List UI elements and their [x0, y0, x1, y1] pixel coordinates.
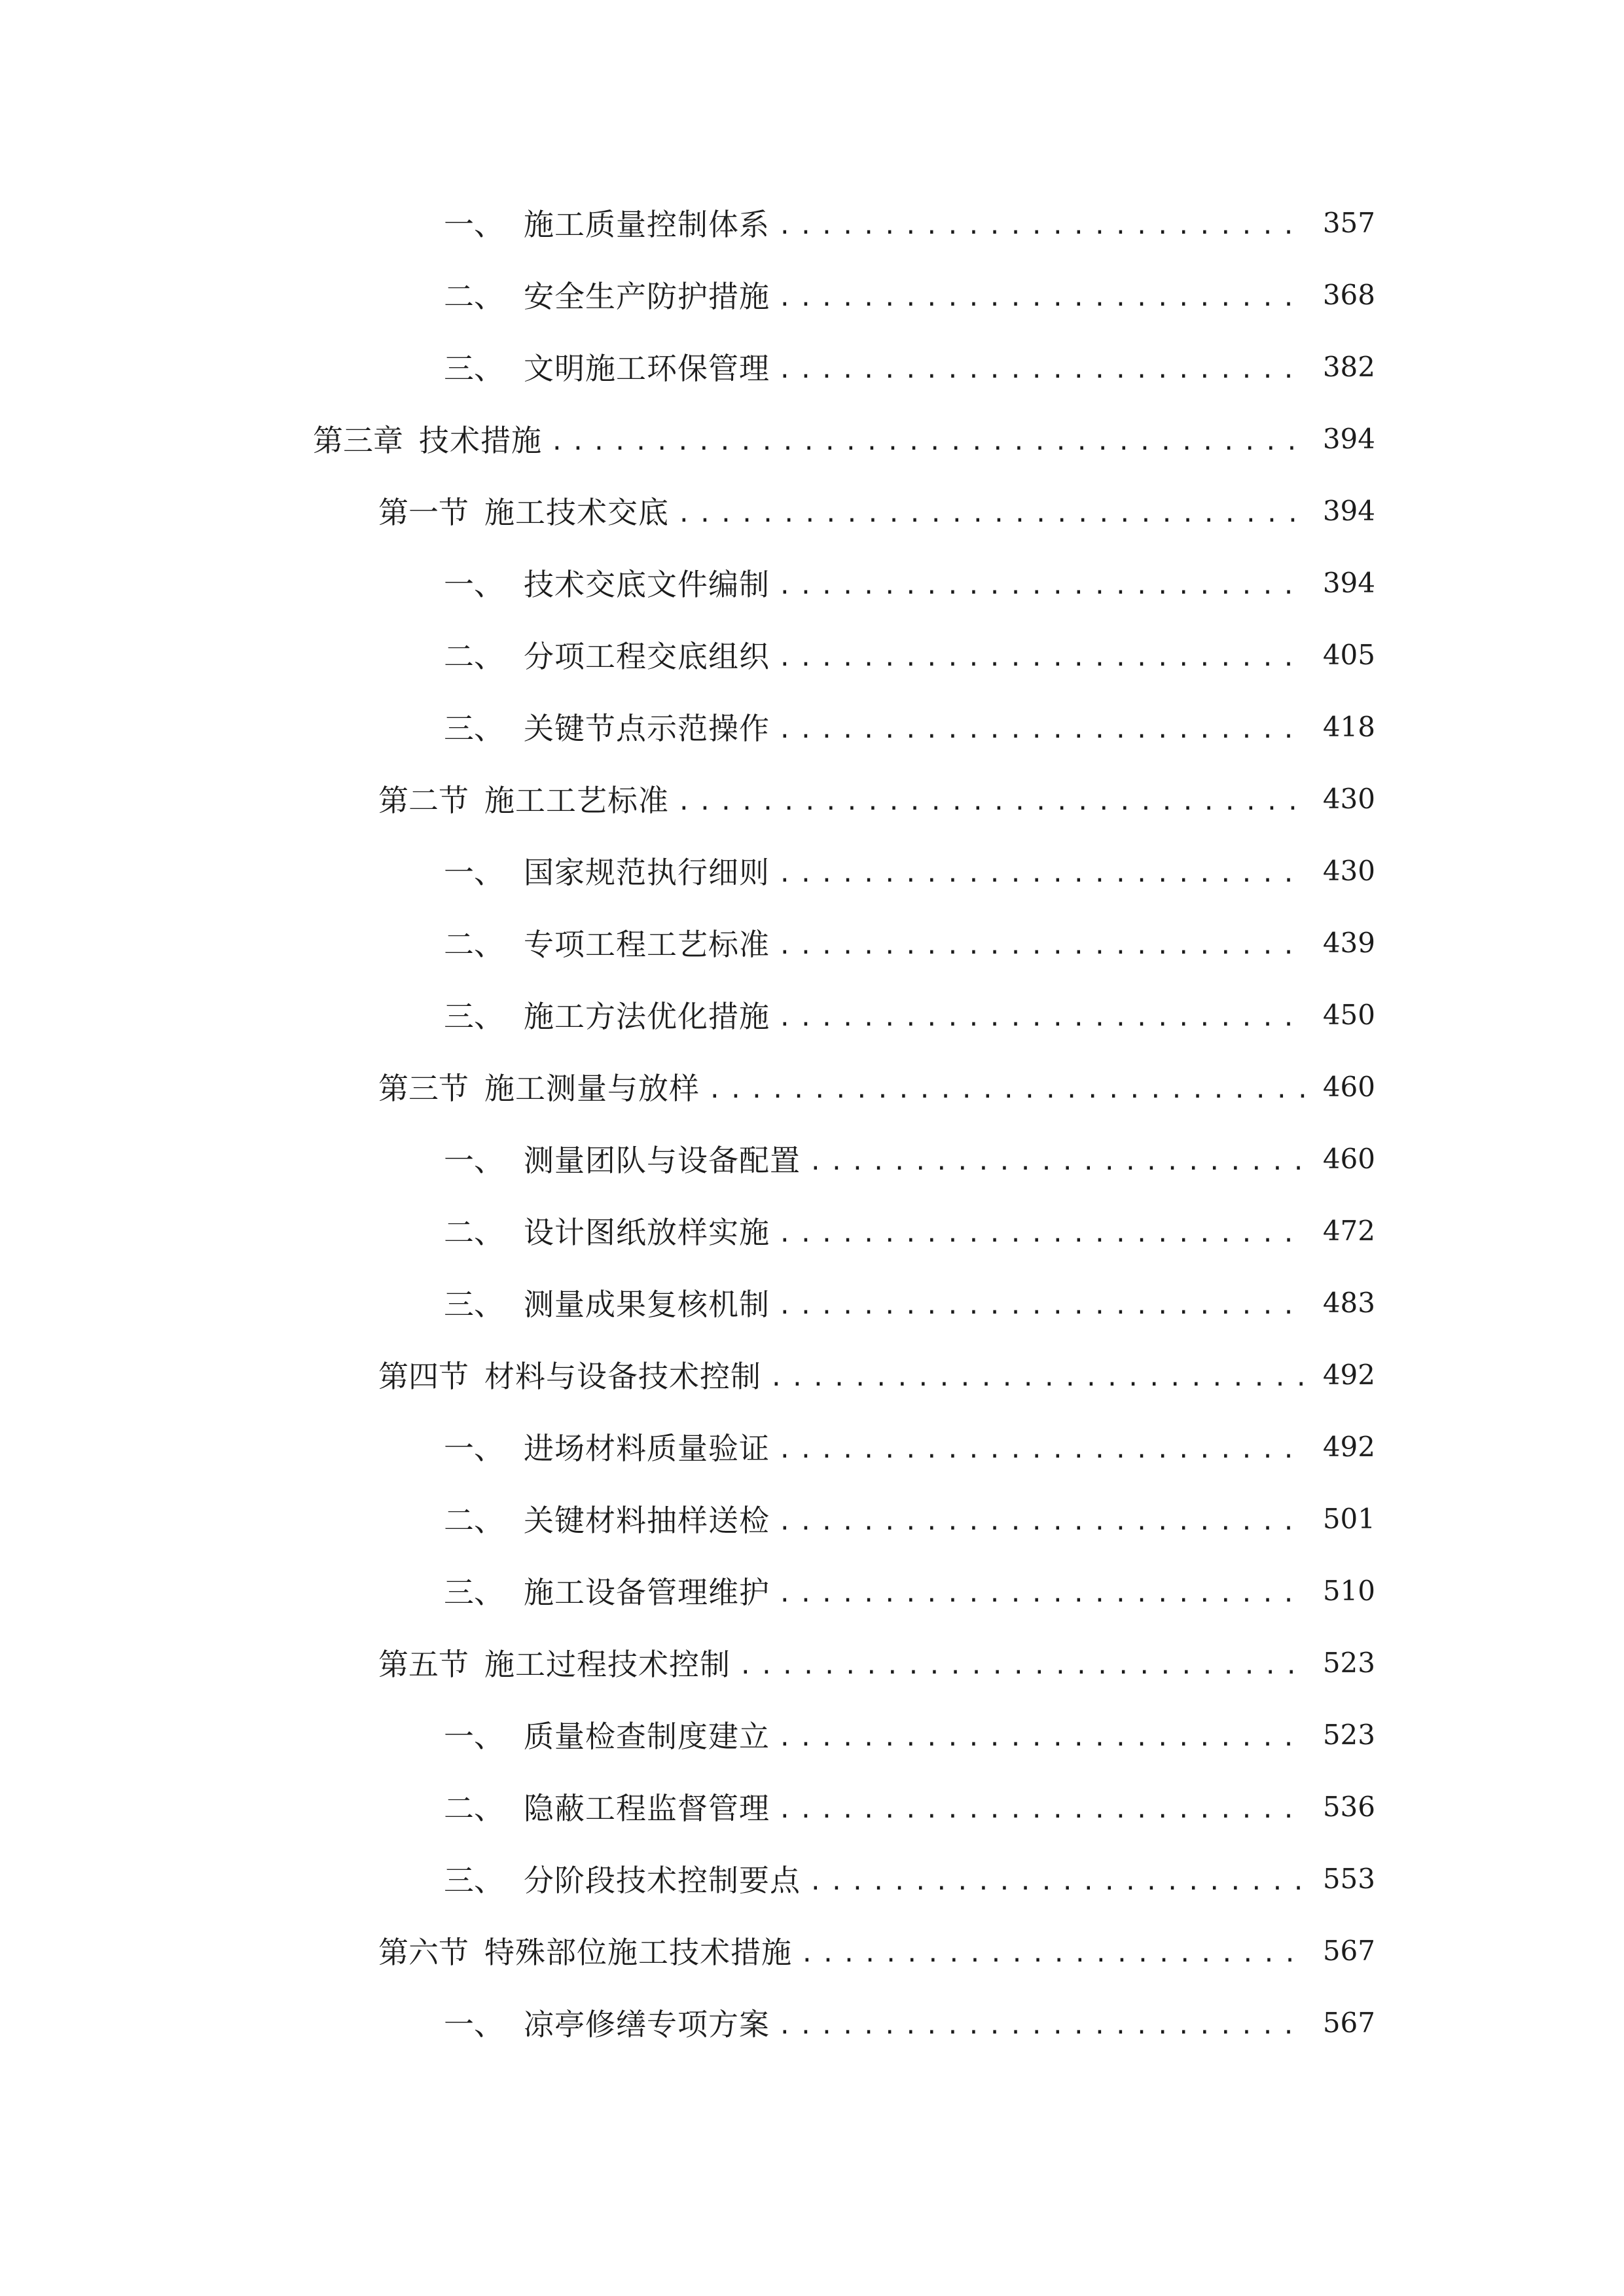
toc-dot-leader	[769, 1367, 1307, 1390]
toc-subsection-entry[interactable]	[0, 834, 1624, 906]
toc-dot-leader	[738, 1655, 1307, 1678]
toc-entry-title: 材料与设备技术控制	[484, 1359, 761, 1394]
toc-entry-marker: 一、	[444, 1431, 504, 1466]
toc-dot-leader	[778, 1583, 1307, 1606]
toc-section-entry[interactable]	[0, 1626, 1624, 1698]
toc-entry-title: 凉亭修缮专项方案	[524, 2007, 770, 2042]
toc-page-number: 523	[1322, 1718, 1375, 1751]
toc-dot-leader	[778, 1295, 1307, 1318]
toc-page-number: 567	[1322, 2006, 1375, 2039]
toc-entry-title: 关键节点示范操作	[524, 711, 770, 746]
toc-entry-title: 隐蔽工程监督管理	[524, 1791, 770, 1826]
toc-entry-marker: 一、	[444, 1719, 504, 1754]
toc-entry-title: 测量成果复核机制	[524, 1287, 770, 1322]
toc-dot-leader	[778, 719, 1307, 742]
toc-dot-leader	[778, 215, 1307, 238]
toc-page-number: 357	[1322, 206, 1375, 239]
toc-section-entry[interactable]	[0, 1338, 1624, 1410]
toc-page-number: 382	[1322, 350, 1375, 383]
toc-subsection-entry[interactable]	[0, 1842, 1624, 1914]
toc-entry-marker: 二、	[444, 1215, 504, 1250]
toc-dot-leader	[708, 1079, 1307, 1102]
toc-page-number: 523	[1322, 1646, 1375, 1679]
toc-entry-marker: 一、	[444, 207, 504, 242]
toc-dot-leader	[778, 359, 1307, 382]
toc-entry-title: 关键材料抽样送检	[524, 1503, 770, 1538]
toc-entry-marker: 第三章	[313, 423, 403, 458]
toc-page-number: 472	[1322, 1214, 1375, 1247]
toc-dot-leader	[778, 1439, 1307, 1462]
toc-dot-leader	[808, 1871, 1307, 1894]
toc-subsection-entry[interactable]	[0, 1770, 1624, 1842]
toc-entry-marker: 一、	[444, 1143, 504, 1178]
toc-subsection-entry[interactable]	[0, 259, 1624, 331]
toc-entry-title: 质量检查制度建立	[524, 1719, 770, 1754]
toc-entry-title: 专项工程工艺标准	[524, 927, 770, 962]
toc-section-entry[interactable]	[0, 475, 1624, 547]
toc-entry-title: 施工技术交底	[484, 495, 669, 530]
toc-entry-marker: 二、	[444, 1791, 504, 1826]
toc-entry-title: 设计图纸放样实施	[524, 1215, 770, 1250]
toc-subsection-entry[interactable]	[0, 1698, 1624, 1770]
toc-entry-marker: 第六节	[378, 1935, 469, 1970]
toc-entry-marker: 三、	[444, 711, 504, 746]
toc-entry-marker: 三、	[444, 1287, 504, 1322]
toc-entry-title: 施工过程技术控制	[484, 1647, 731, 1682]
toc-subsection-entry[interactable]	[0, 1122, 1624, 1194]
toc-entry-marker: 二、	[444, 927, 504, 962]
toc-entry-marker: 三、	[444, 1863, 504, 1898]
toc-dot-leader	[800, 1943, 1307, 1966]
toc-subsection-entry[interactable]	[0, 1482, 1624, 1554]
toc-entry-title: 施工质量控制体系	[524, 207, 770, 242]
toc-dot-leader	[778, 1007, 1307, 1030]
toc-subsection-entry[interactable]	[0, 619, 1624, 691]
toc-entry-marker: 一、	[444, 567, 504, 602]
toc-dot-leader	[778, 1727, 1307, 1750]
toc-entry-marker: 第五节	[378, 1647, 469, 1682]
toc-dot-leader	[778, 647, 1307, 670]
toc-section-entry[interactable]	[0, 1914, 1624, 1986]
toc-page-number: 483	[1322, 1286, 1375, 1319]
toc-entry-title: 测量团队与设备配置	[524, 1143, 801, 1178]
toc-subsection-entry[interactable]	[0, 1194, 1624, 1266]
toc-entry-title: 技术交底文件编制	[524, 567, 770, 602]
toc-chapter-entry[interactable]	[0, 403, 1624, 475]
toc-dot-leader	[677, 791, 1307, 814]
toc-entry-title: 施工方法优化措施	[524, 999, 770, 1034]
toc-entry-marker: 三、	[444, 1575, 504, 1610]
toc-subsection-entry[interactable]	[0, 906, 1624, 978]
toc-entry-marker: 第四节	[378, 1359, 469, 1394]
toc-dot-leader	[778, 1799, 1307, 1822]
toc-entry-marker: 二、	[444, 1503, 504, 1538]
table-of-contents	[0, 187, 1624, 2058]
toc-entry-marker: 一、	[444, 855, 504, 890]
toc-subsection-entry[interactable]	[0, 1266, 1624, 1338]
toc-subsection-entry[interactable]	[0, 978, 1624, 1050]
toc-page-number: 510	[1322, 1574, 1375, 1607]
toc-subsection-entry[interactable]	[0, 547, 1624, 619]
toc-page-number: 394	[1322, 422, 1375, 455]
toc-page-number: 405	[1322, 638, 1375, 671]
toc-entry-marker: 一、	[444, 2007, 504, 2042]
toc-entry-marker: 二、	[444, 639, 504, 674]
toc-dot-leader	[778, 2015, 1307, 2038]
toc-page-number: 368	[1322, 278, 1375, 311]
toc-entry-title: 施工工艺标准	[484, 783, 669, 818]
toc-page-number: 439	[1322, 926, 1375, 959]
toc-page-number: 501	[1322, 1502, 1375, 1535]
toc-dot-leader	[778, 1223, 1307, 1246]
toc-dot-leader	[550, 431, 1307, 454]
toc-subsection-entry[interactable]	[0, 1554, 1624, 1626]
toc-subsection-entry[interactable]	[0, 331, 1624, 403]
toc-entry-marker: 三、	[444, 999, 504, 1034]
toc-entry-title: 施工设备管理维护	[524, 1575, 770, 1610]
toc-page-number: 394	[1322, 494, 1375, 527]
toc-section-entry[interactable]	[0, 762, 1624, 834]
toc-subsection-entry[interactable]	[0, 187, 1624, 259]
toc-dot-leader	[677, 503, 1307, 526]
toc-entry-title: 特殊部位施工技术措施	[484, 1935, 792, 1970]
toc-subsection-entry[interactable]	[0, 691, 1624, 762]
toc-dot-leader	[778, 575, 1307, 598]
toc-entry-title: 国家规范执行细则	[524, 855, 770, 890]
toc-page-number: 418	[1322, 710, 1375, 743]
toc-entry-marker: 二、	[444, 279, 504, 314]
toc-dot-leader	[778, 935, 1307, 958]
toc-page-number: 492	[1322, 1358, 1375, 1391]
toc-page-number: 394	[1322, 566, 1375, 599]
toc-entry-title: 文明施工环保管理	[524, 351, 770, 386]
toc-page-number: 430	[1322, 854, 1375, 887]
toc-entry-marker: 第三节	[378, 1071, 469, 1106]
toc-page-number: 430	[1322, 782, 1375, 815]
toc-page-number: 536	[1322, 1790, 1375, 1823]
toc-page-number: 492	[1322, 1430, 1375, 1463]
toc-dot-leader	[778, 863, 1307, 886]
toc-entry-title: 分项工程交底组织	[524, 639, 770, 674]
toc-entry-title: 安全生产防护措施	[524, 279, 770, 314]
toc-entry-title: 分阶段技术控制要点	[524, 1863, 801, 1898]
toc-dot-leader	[778, 287, 1307, 310]
toc-page-number: 553	[1322, 1862, 1375, 1895]
toc-entry-title: 技术措施	[419, 423, 542, 458]
toc-page-number: 450	[1322, 998, 1375, 1031]
toc-page-number: 460	[1322, 1142, 1375, 1175]
toc-section-entry[interactable]	[0, 1050, 1624, 1122]
toc-entry-marker: 第一节	[378, 495, 469, 530]
toc-subsection-entry[interactable]	[0, 1410, 1624, 1482]
toc-dot-leader	[778, 1511, 1307, 1534]
toc-entry-marker: 三、	[444, 351, 504, 386]
toc-entry-title: 进场材料质量验证	[524, 1431, 770, 1466]
toc-dot-leader	[808, 1151, 1307, 1174]
toc-entry-marker: 第二节	[378, 783, 469, 818]
toc-page-number: 460	[1322, 1070, 1375, 1103]
toc-entry-title: 施工测量与放样	[484, 1071, 700, 1106]
toc-subsection-entry[interactable]	[0, 1986, 1624, 2058]
toc-page-number: 567	[1322, 1934, 1375, 1967]
